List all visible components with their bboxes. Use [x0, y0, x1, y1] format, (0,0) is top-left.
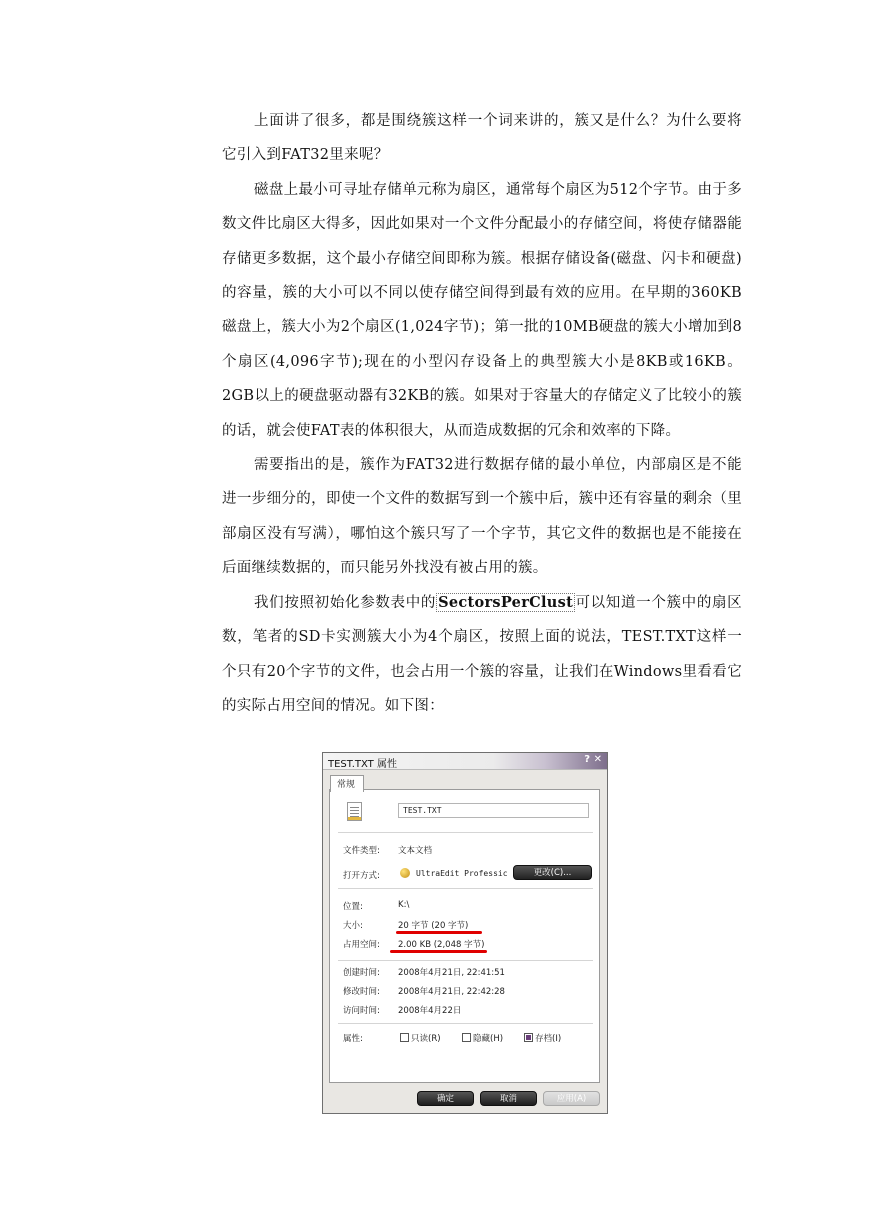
tab-general[interactable]: 常规	[330, 775, 364, 792]
modified-label: 修改时间:	[343, 987, 380, 997]
location-label: 位置:	[343, 902, 363, 912]
size-on-disk-value: 2.00 KB (2,048 字节)	[398, 940, 485, 950]
readonly-checkbox[interactable]	[400, 1032, 441, 1044]
change-button[interactable]: 更改(C)...	[513, 865, 592, 880]
close-button[interactable]: ✕	[593, 754, 602, 765]
divider	[338, 960, 593, 961]
opens-with-label: 打开方式:	[343, 871, 380, 881]
checkbox-box[interactable]	[400, 1033, 409, 1042]
paragraph-1: 上面讲了很多，都是围绕簇这样一个词来讲的，簇又是什么？为什么要将它引入到FAT32里来呢？	[222, 113, 742, 164]
size-on-disk-red-underline	[390, 950, 487, 953]
size-on-disk-label: 占用空间:	[343, 940, 380, 950]
created-label: 创建时间:	[343, 968, 380, 978]
archive-label: 存档(I)	[535, 1034, 562, 1044]
divider	[338, 1023, 593, 1024]
size-label: 大小:	[343, 921, 363, 931]
divider	[338, 888, 593, 889]
dialog-titlebar	[323, 753, 607, 770]
general-panel	[329, 789, 600, 1083]
readonly-label: 只读(R)	[411, 1034, 441, 1044]
checkbox-box[interactable]	[462, 1033, 471, 1042]
paragraph-3: 需要指出的是，簇作为FAT32进行数据存储的最小单位，内部扇区是不能进一步细分的，即使一个文件的数据写到一个簇中后，簇中还有容量的剩余（里部扇区没有写满），哪怕这个簇只写了一个字节，其它文件的数据也是不能接在后面继续数据的，而只能另外找没有被占用的簇。	[222, 457, 742, 577]
dialog-title: TEST.TXT 属性	[328, 759, 397, 770]
paragraph-2: 磁盘上最小可寻址存储单元称为扇区，通常每个扇区为512个字节。由于多数文件比扇区大得多，因此如果对一个文件分配最小的存储空间，将使存储器能存储更多数据，这个最小存储空间即称为簇。根据存储设备(磁盘、闪卡和硬盘)的容量，簇的大小可以不同以使存储空间得到最有效的应用。在早期的360KB磁盘上，簇大小为2个扇区(1,024字节)；第一批的10MB硬盘的簇大小增加到8个扇区(4,096字节);现在的小型闪存设备上的典型簇大小是8KB或16KB。2GB以上的硬盘驱动器有32KB的簇。如果对于容量大的存储定义了比较小的簇的话，就会使FAT表的体积很大，从而造成数据的冗余和效率的下降。	[222, 181, 742, 439]
checkbox-box-checked[interactable]	[524, 1033, 533, 1042]
keyword-sectorsperclust: SectorsPerClust	[438, 593, 574, 611]
created-value: 2008年4月21日, 22:41:51	[398, 968, 505, 978]
paragraph-4	[222, 586, 742, 724]
accessed-value: 2008年4月22日	[398, 1006, 462, 1016]
file-properties-dialog	[322, 752, 608, 1114]
paragraph-4-rest: 可以知道一个簇中的扇区数，笔者的SD卡实测簇大小为4个扇区，按照上面的说法，TEST.TXT这样一个只有20个字节的文件，也会占用一个簇的容量，让我们在Windows里看看它的实际占用空间的情况。如下图：	[222, 594, 742, 714]
opens-with-value: UltraEdit Professic	[416, 869, 508, 878]
location-value: K:\	[398, 900, 410, 910]
cancel-button[interactable]: 取消	[480, 1091, 537, 1106]
ok-button[interactable]: 确定	[417, 1091, 474, 1106]
hidden-checkbox[interactable]	[462, 1032, 503, 1044]
hidden-label: 隐藏(H)	[473, 1034, 504, 1044]
size-red-underline	[396, 931, 482, 934]
help-button[interactable]: ?	[584, 754, 590, 765]
article-body	[222, 104, 742, 723]
accessed-label: 访问时间:	[343, 1006, 380, 1016]
filename-field[interactable]: TEST.TXT	[398, 803, 589, 818]
ultraedit-icon	[400, 868, 410, 878]
apply-button[interactable]: 应用(A)	[543, 1091, 600, 1106]
file-type-label: 文件类型:	[343, 846, 380, 856]
file-type-value: 文本文档	[398, 846, 433, 856]
text-file-icon	[347, 802, 362, 821]
archive-checkbox[interactable]	[524, 1032, 561, 1044]
attributes-label: 属性:	[343, 1034, 363, 1044]
divider	[338, 832, 593, 833]
modified-value: 2008年4月21日, 22:42:28	[398, 987, 505, 997]
paragraph-4-lead: 我们按照初始化参数表中的	[254, 594, 437, 611]
size-value: 20 字节 (20 字节)	[398, 921, 469, 931]
